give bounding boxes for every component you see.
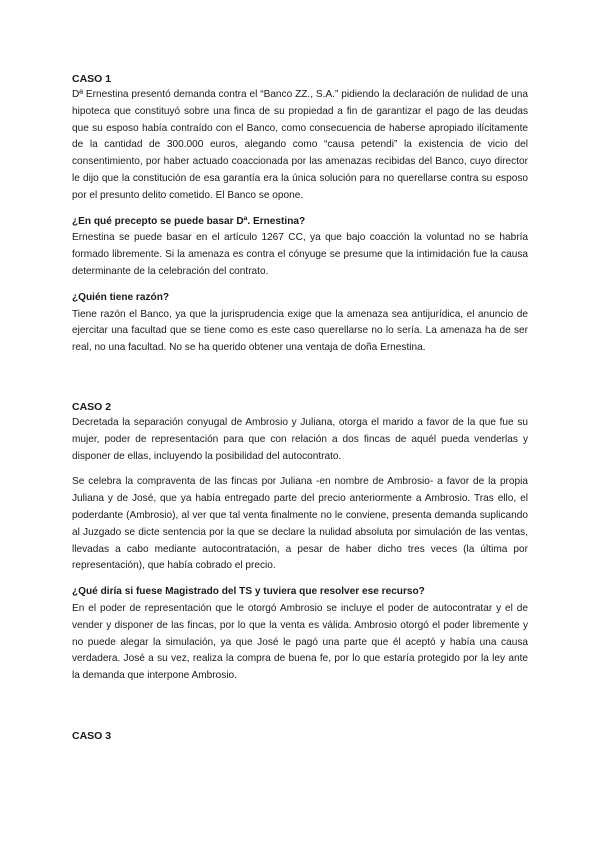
- caso-2-answer-1: En el poder de representación que le otorgó Ambrosio se incluye el poder de autocontratar y el de vender y disponer de las fincas, por lo que la venta es válida. Ambrosio otorgó el poder libremente y no puede alegar la simulación, ya que José le pagó una parte que él aceptó y había una causa verdadera. José a su vez, realiza la compra de buena fe, por lo que estaría protegido por la ley ante la demanda que interpone Ambrosio.: [72, 602, 528, 682]
- caso-2-body-1: Decretada la separación conyugal de Ambrosio y Juliana, otorga el marido a favor de la que fue su mujer, poder de representación para que con relación a dos fincas de aquél pueda venderlas y disponer de ellas, incluyendo la posibilidad del autocontrato.: [72, 416, 528, 462]
- caso-2-title: CASO 2: [72, 400, 112, 413]
- caso-1-question-2: ¿Quién tiene razón?: [72, 291, 170, 303]
- document-content: [72, 71, 528, 744]
- caso-1-answer-2: Tiene razón el Banco, ya que la jurisprudencia exige que la amenaza sea antijurídica, el anuncio de ejercitar una facultad que se tiene como es este caso querellarse no lo sería. La amenaza ha de ser real, no una facultad. No se ha querido obtener una ventaja de doña Ernestina.: [72, 308, 528, 354]
- caso-2-body-2: Se celebra la compraventa de las fincas por Juliana -en nombre de Ambrosio- a favor de la propia Juliana y de José, que ya había entregado parte del precio anteriormente a Ambrosio. Tras ello, el poderdante (Ambrosio), al ver que tal venta finalmente no le conviene, presenta demanda suplicando al Juzgado se dicte sentencia por la que se declare la nulidad absoluta por simulación de las ventas, llevadas a cabo mediante autocontratación, a pesar de haber dicho tres veces (la última por representación), que había cobrado el precio.: [72, 476, 528, 572]
- caso-2-question-1: ¿Qué diría si fuese Magistrado del TS y tuviera que resolver ese recurso?: [72, 586, 425, 598]
- caso-1-answer-1: Ernestina se puede basar en el artículo 1267 CC, ya que bajo coacción la voluntad no se habría formado libremente. Si la amenaza es contra el cónyuge se presume que la intimidación fue la causa determinante de la celebración del contrato.: [72, 232, 528, 277]
- caso-3-title: CASO 3: [72, 729, 112, 742]
- caso-1-question-1: ¿En qué precepto se puede basar Dª. Ernestina?: [72, 215, 306, 227]
- caso-1-body: Dª Ernestina presentó demanda contra el “Banco ZZ., S.A.” pidiendo la declaración de nulidad de una hipoteca que constituyó sobre una finca de su propiedad a fin de garantizar el pago de las deudas que su esposo había contraído con el Banco, como consecuencia de haberse apropiado ilícitamente de la cantidad de 300.000 euros, alegando como “causa petendi” la existencia de vicio del consentimiento, por haber actuado coaccionada por las amenazas recibidas del Banco, cuyo director le dijo que la constitución de esa garantía era la única solución para no querellarse contra su esposo por el presunto delito cometido. El Banco se opone.: [72, 89, 528, 201]
- caso-1-title: CASO 1: [72, 73, 112, 85]
